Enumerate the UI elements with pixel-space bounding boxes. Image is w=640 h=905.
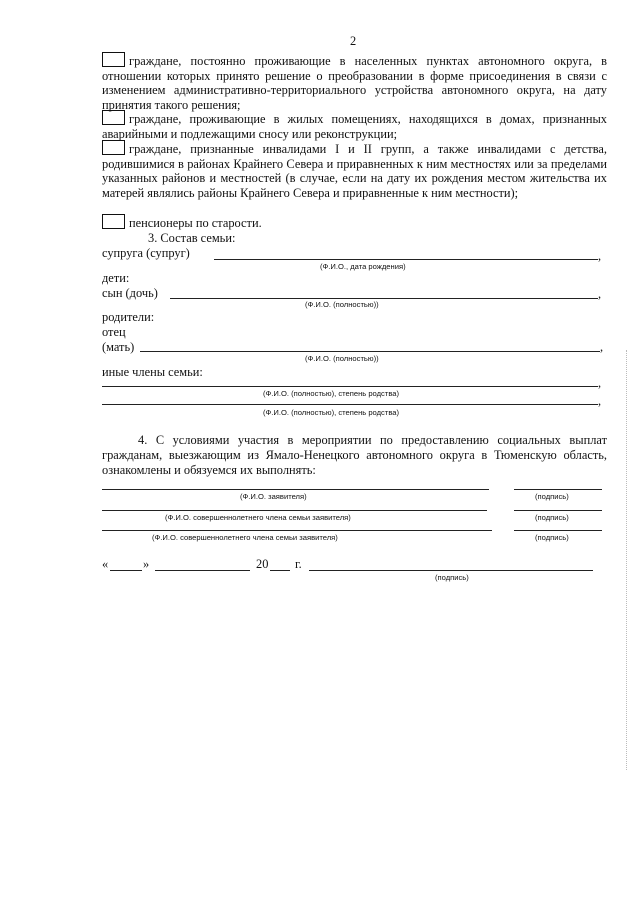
page-number: 2 bbox=[350, 34, 357, 48]
father-label: отец bbox=[102, 325, 126, 339]
year-field[interactable] bbox=[270, 570, 290, 571]
others-field-2-end: , bbox=[598, 394, 602, 408]
children-label: дети: bbox=[102, 271, 130, 285]
member-1-signature-caption: (подпись) bbox=[535, 513, 569, 522]
category-3 bbox=[102, 140, 607, 200]
others-caption-1: (Ф.И.О. (полностью), степень родства) bbox=[263, 389, 400, 398]
category-3-text: граждане, признанные инвалидами I и II групп, а также инвалидами с детства, родившимися в районах Крайнего Севера и приравненных к ним местностях или за пределами указанных районов и местностей (в случае, если на дату их рождения местом жительства их матерей являлись районы Крайнего Севера и приравненные к ним местности); bbox=[102, 142, 607, 200]
member-2-caption: (Ф.И.О. совершеннолетнего члена семьи заявителя) bbox=[152, 533, 338, 542]
parents-label: родители: bbox=[102, 310, 155, 324]
others-field-1-end: , bbox=[598, 376, 602, 390]
category-2 bbox=[102, 110, 607, 141]
spouse-field[interactable] bbox=[214, 259, 598, 260]
spouse-field-end: , bbox=[598, 249, 602, 263]
member-1-caption: (Ф.И.О. совершеннолетнего члена семьи заявителя) bbox=[165, 513, 351, 522]
year-suffix: г. bbox=[295, 557, 302, 571]
parent-caption: (Ф.И.О. (полностью)) bbox=[305, 354, 379, 363]
category-1-checkbox[interactable] bbox=[102, 52, 125, 67]
member-2-signature-caption: (подпись) bbox=[535, 533, 569, 542]
member-1-field[interactable] bbox=[102, 510, 487, 511]
others-field-2[interactable] bbox=[102, 404, 598, 405]
applicant-signature-caption: (подпись) bbox=[535, 492, 569, 501]
category-4-checkbox[interactable] bbox=[102, 214, 125, 229]
scan-edge bbox=[626, 350, 627, 770]
category-3-checkbox[interactable] bbox=[102, 140, 125, 155]
category-4 bbox=[102, 214, 607, 231]
applicant-signature-field[interactable] bbox=[514, 489, 602, 490]
agreement-text: 4. С условиями участия в мероприятии по предоставлению социальных выплат гражданам, выезжающим из Ямало-Ненецкого автономного округа в Тюменскую область, ознакомлены и обязуемся их выполнять: bbox=[102, 433, 607, 477]
date-open-quote: « bbox=[102, 557, 109, 571]
member-2-signature-field[interactable] bbox=[514, 530, 602, 531]
day-field[interactable] bbox=[110, 570, 142, 571]
category-2-checkbox[interactable] bbox=[102, 110, 125, 125]
category-1-text: граждане, постоянно проживающие в населенных пунктах автономного округа, в отношении которых принято решение о преобразовании в форме присоединения в связи с изменением административно-территориального устройства автономного округа, на дату принятия такого решения; bbox=[102, 54, 607, 112]
child-field-end: , bbox=[598, 287, 602, 301]
category-1 bbox=[102, 52, 607, 112]
month-field[interactable] bbox=[155, 570, 250, 571]
family-heading: 3. Состав семьи: bbox=[148, 231, 236, 245]
spouse-label: супруга (супруг) bbox=[102, 246, 190, 260]
date-signature-caption: (подпись) bbox=[435, 573, 469, 582]
child-caption: (Ф.И.О. (полностью)) bbox=[305, 300, 379, 309]
parent-field-end: , bbox=[600, 340, 604, 354]
date-close-quote: » bbox=[143, 557, 150, 571]
others-caption-2: (Ф.И.О. (полностью), степень родства) bbox=[263, 408, 400, 417]
parent-field[interactable] bbox=[140, 351, 600, 352]
spouse-caption: (Ф.И.О., дата рождения) bbox=[320, 262, 406, 271]
category-4-text: пенсионеры по старости. bbox=[129, 216, 262, 230]
member-1-signature-field[interactable] bbox=[514, 510, 602, 511]
child-field[interactable] bbox=[170, 298, 598, 299]
member-2-field[interactable] bbox=[102, 530, 492, 531]
child-label: сын (дочь) bbox=[102, 286, 158, 300]
applicant-caption: (Ф.И.О. заявителя) bbox=[240, 492, 307, 501]
year-prefix: 20 bbox=[256, 557, 269, 571]
others-label: иные члены семьи: bbox=[102, 365, 203, 379]
category-2-text: граждане, проживающие в жилых помещениях, находящихся в домах, признанных аварийными и подлежащими сносу или реконструкции; bbox=[102, 112, 607, 141]
mother-label: (мать) bbox=[102, 340, 135, 354]
date-signature-field[interactable] bbox=[309, 570, 593, 571]
applicant-field[interactable] bbox=[102, 489, 489, 490]
others-field-1[interactable] bbox=[102, 386, 598, 387]
